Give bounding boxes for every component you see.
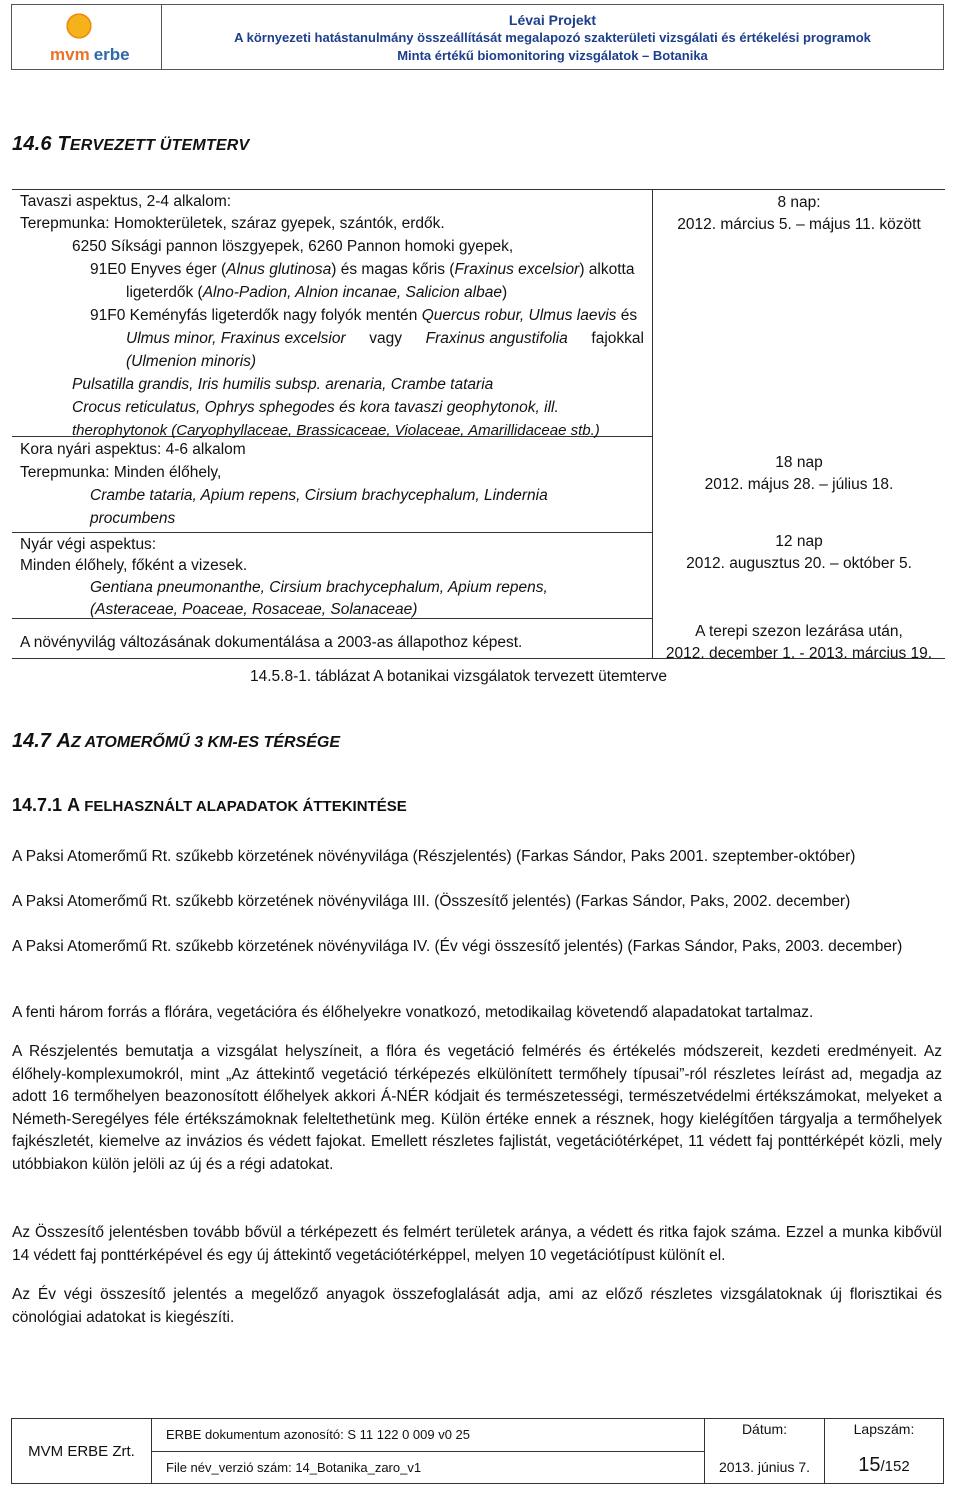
summer-dates: 2012. május 28. – július 18. <box>704 476 894 493</box>
spring-habitat-91e0: 91E0 Enyves éger (Alnus glutinosa) és magas kőris (Fraxinus excelsior) alkotta <box>90 261 635 278</box>
footer-file-name: File név_verzió szám: 14_Botanika_zaro_v1 <box>166 1459 422 1475</box>
footer-company: MVM ERBE Zrt. <box>12 1419 152 1483</box>
paragraph-2: A Részjelentés bemutatja a vizsgálat helyszíneit, a flóra és vegetáció felmérés és értékelés módszereit, kezdeti eredményeit. Az élőhely-komplexumokról, mint „Az áttekintő vegetáció térképezés elkülönített termőhely típusai”-ról részletes leírást ad, megadja az adott 16 termőhelyen beazonosított élőhelyek akkori Á-NÉR kódjait és természetességi, természetvédelmi értékszámokat, melyeket a Németh-Seregélyes féle értékszámoknak feleltethetünk meg. Külön értéke ennek a résznek, hogy kielégítően tárgyalja a termőhelyek fajkészletét, kiemelve az invázios és védett fajokat. Emellett részletes fajlistát, vegetációtérképet, 11 védett faj ponttérképét közli, mely utóbbiakon külön jelöli az új és a régi adatokat. <box>12 1043 942 1173</box>
page-footer <box>11 1418 944 1484</box>
late-summer-days: 12 nap <box>775 533 823 550</box>
spring-species-line: Ulmus minor, Fraxinus excelsior vagy Fraxinus angustifolia fajokkal <box>126 330 644 347</box>
reference-1: A Paksi Atomerőmű Rt. szűkebb körzetének növényvilága (Részjelentés) (Farkas Sándor, Paks 2001. szeptember-október) <box>12 848 856 865</box>
spring-dates: 2012. március 5. – május 11. között <box>677 216 921 233</box>
section-first-letter: T <box>57 133 70 155</box>
footer-date: 2013. június 7. <box>718 1459 811 1475</box>
paragraph-1: A fenti három forrás a flórára, vegetációra és élőhelyekre vonatkozó, metodikailag követendő alapadatokat tartalmaz. <box>12 1004 814 1021</box>
section-heading-14-6 <box>12 133 249 156</box>
section-title-rest: ERVEZETT ÜTEMTERV <box>69 137 250 154</box>
documentation-text: A növényvilág változásának dokumentálása a 2003-as állapothoz képest. <box>20 634 523 651</box>
logo-wordmark <box>50 45 130 65</box>
header-title-block <box>162 5 943 69</box>
project-title: Lévai Projekt <box>508 12 597 28</box>
spring-days: 8 nap: <box>777 194 821 211</box>
spring-ulmenion: (Ulmenion minoris) <box>126 353 257 370</box>
late-summer-species-2: (Asteraceae, Poaceae, Rosaceae, Solanaceae) <box>90 601 418 618</box>
late-summer-fieldwork: Minden élőhely, főként a vizesek. <box>20 557 248 574</box>
reference-3: A Paksi Atomerőmű Rt. szűkebb körzetének növényvilága IV. (Év végi összesítő jelentés) (Farkas Sándor, Paks, 2003. december) <box>12 938 903 955</box>
spring-habitats-6250: 6250 Síksági pannon löszgyepek, 6260 Pannon homoki gyepek, <box>72 238 514 255</box>
footer-doc-info <box>152 1419 705 1483</box>
summer-species-1: Crambe tataria, Apium repens, Cirsium brachycephalum, Lindernia <box>90 487 548 504</box>
spring-species-1: Pulsatilla grandis, Iris humilis subsp. arenaria, Crambe tataria <box>72 376 494 393</box>
reference-2: A Paksi Atomerőmű Rt. szűkebb körzetének növényvilága III. (Összesítő jelentés) (Farkas Sándor, Paks, 2002. december) <box>12 893 851 910</box>
sun-logo-icon <box>62 9 96 43</box>
spring-title: Tavaszi aspektus, 2-4 alkalom: <box>20 193 232 210</box>
footer-date-cell <box>705 1419 825 1483</box>
summer-species-2: procumbens <box>90 510 176 527</box>
section-number: 14.6 <box>12 133 52 155</box>
table-caption: 14.5.8-1. táblázat A botanikai vizsgálatok tervezett ütemterve <box>250 668 668 685</box>
company-logo <box>12 5 162 69</box>
footer-date-label: Dátum: <box>741 1421 788 1437</box>
project-subtitle: A környezeti hatástanulmány összeállítását megalapozó szakterületi vizsgálati és értékelési programok <box>234 30 871 45</box>
summer-fieldwork: Terepmunka: Minden élőhely, <box>20 464 222 481</box>
footer-page-cell <box>825 1419 943 1483</box>
section-heading-14-7-1: 14.7.1 A FELHASZNÁLT ALAPADATOK ÁTTEKINTÉSE <box>12 795 407 815</box>
page-header <box>11 4 944 70</box>
summer-title: Kora nyári aspektus: 4-6 alkalom <box>20 441 246 458</box>
spring-fieldwork: Terepmunka: Homokterületek, száraz gyepek, szántók, erdők. <box>20 215 445 232</box>
section-heading-14-7: 14.7 AZ ATOMERŐMŰ 3 KM-ES TÉRSÉGE <box>12 730 341 752</box>
footer-page-number: 15/152 <box>858 1454 910 1476</box>
documentation-period-label: A terepi szezon lezárása után, <box>695 623 903 640</box>
logo-erbe: erbe <box>93 45 130 64</box>
late-summer-dates: 2012. augusztus 20. – október 5. <box>686 555 912 572</box>
summer-days: 18 nap <box>775 454 823 471</box>
paragraph-4: Az Év végi összesítő jelentés a megelőző anyagok összefoglalását adja, ami az előző részletes vizsgálatoknak új florisztikai és cönológiai adatokat is kiegészíti. <box>12 1286 942 1326</box>
paragraph-3: Az Összesítő jelentésben tovább bővül a térképezett és felmért területek aránya, a védett és ritka fajok száma. Ezzel a munka kibővül 14 védett faj ponttérképével és egy új áttekintő vegetációtérképpel, melyen 10 vegetációtípust különít el. <box>12 1224 942 1264</box>
documentation-period-dates: 2012. december 1. - 2013. március 19. <box>665 645 933 662</box>
late-summer-species-1: Gentiana pneumonanthe, Cirsium brachycephalum, Apium repens, <box>90 579 548 596</box>
logo-mvm: mvm <box>50 45 90 64</box>
project-topic: Minta értékű biomonitoring vizsgálatok – Botanika <box>397 48 708 63</box>
spring-species-3: therophytonok (Caryophyllaceae, Brassicaceae, Violaceae, Amarillidaceae stb.) <box>72 422 600 439</box>
spring-species-2: Crocus reticulatus, Ophrys sphegodes és kora tavaszi geophytonok, ill. <box>72 399 559 416</box>
footer-doc-id: ERBE dokumentum azonosító: S 11 122 0 009 v0 25 <box>152 1419 704 1452</box>
footer-page-label: Lapszám: <box>853 1421 915 1437</box>
schedule-table <box>12 189 945 662</box>
spring-habitat-alliances: ligeterdők (Alno-Padion, Alnion incanae, Salicion albae) <box>126 284 508 301</box>
spring-habitat-91f0: 91F0 Keményfás ligeterdők nagy folyók mentén Quercus robur, Ulmus laevis és <box>90 307 638 324</box>
late-summer-title: Nyár végi aspektus: <box>20 536 157 553</box>
